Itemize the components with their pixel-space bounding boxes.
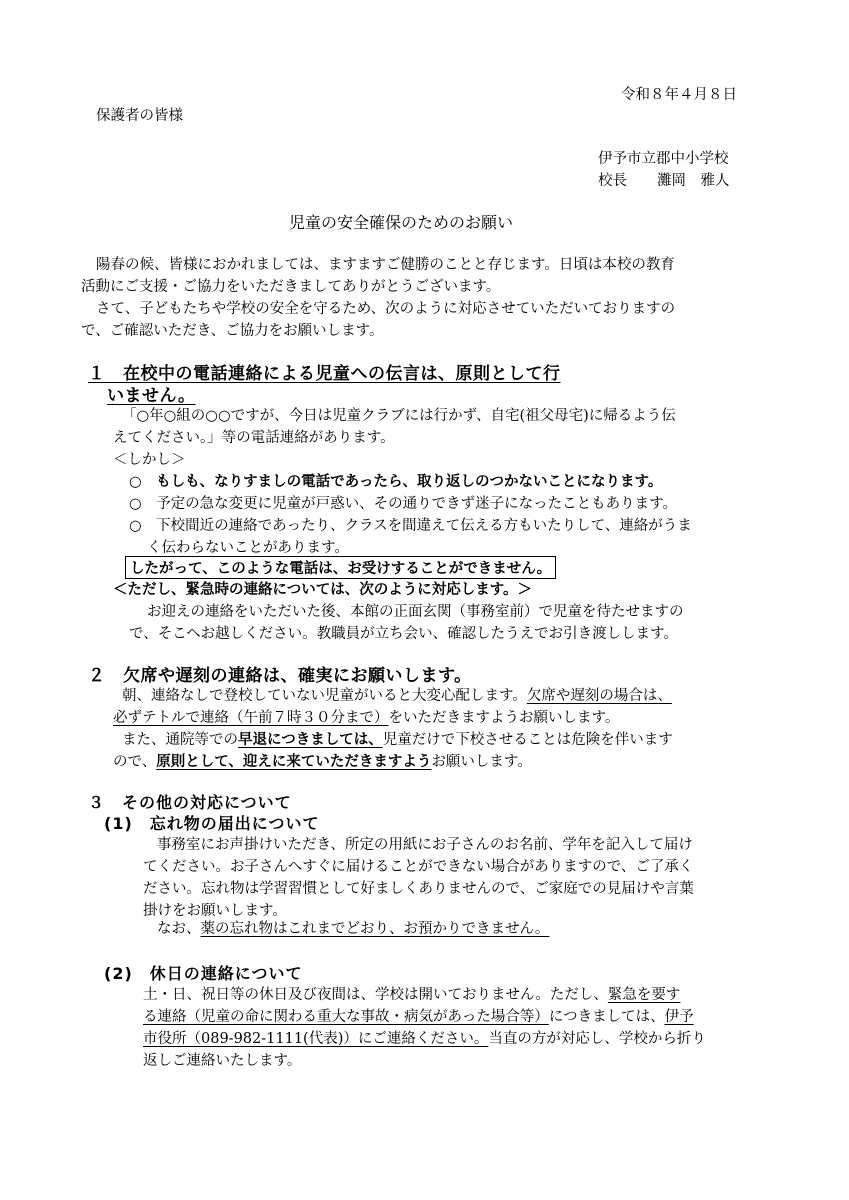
underlined-text: 緊急を要す	[607, 987, 681, 1003]
principal-title: 校長	[598, 173, 627, 189]
text-run: 朝、連絡なしで登校していない児童がいると大変心配します。	[122, 688, 527, 704]
section2-line	[113, 750, 532, 771]
text-run: お願いします。	[431, 754, 532, 770]
document-title: 児童の安全確保のためのお願い	[289, 213, 514, 232]
letter-date: 令和８年４月８日	[621, 87, 737, 103]
bold-underlined-text: 原則として、迎えに来ていただきますよう	[156, 753, 432, 770]
underlined-text: る連絡（児童の命に関わる重大な事故・病気があった場合等）	[143, 1009, 549, 1025]
subsection1-line: ださい。忘れ物は学習習慣として好ましくありませんので、ご家庭での見届けや言葉	[143, 881, 694, 897]
subsection1-line	[157, 917, 549, 938]
subsection1-line: てください。お子さんへすぐに届けることができない場合がありますので、ご了承く	[143, 859, 694, 875]
subsection2-line	[143, 1027, 706, 1048]
risk-point: ○ 下校間近の連絡であったり、クラスを間違えて伝える方もいたりして、連絡がうま	[129, 518, 692, 534]
section3-heading: ３ その他の対応について	[88, 793, 292, 812]
section1-heading-cont: いません。	[107, 386, 196, 406]
text-run: ので、	[113, 754, 157, 770]
section2-line	[122, 728, 673, 749]
underlined-text: 市役所（089-982-1111(代表)）にご連絡ください。	[143, 1031, 489, 1047]
however-label: ＜しかし＞	[113, 452, 186, 468]
recipient: 保護者の皆様	[96, 108, 183, 124]
subsection2-line	[143, 1005, 694, 1026]
bold-underlined-text: 早退につきましては、	[238, 731, 383, 748]
emergency-text: お迎えの連絡をいただいた後、本館の正面玄関（事務室前）で児童を待たせますの	[147, 604, 684, 620]
text-run: 児童だけで下校させることは危険を伴います	[382, 732, 673, 748]
section1-example: えてください。」等の電話連絡があります。	[113, 430, 395, 446]
subsection2-line: 返しご連絡いたします。	[143, 1053, 302, 1069]
principal-name: 灘岡 雅人	[657, 173, 730, 189]
text-run: 当直の方が対応し、学校から折り	[488, 1031, 706, 1047]
intro-line: 活動にご支援・ご協力をいただきましてありがとうございます。	[81, 279, 501, 295]
underlined-text: 必ずテトルで連絡（午前７時３０分まで）	[113, 710, 389, 726]
text-run: なお、	[157, 921, 201, 937]
text-run: また、通院等での	[122, 732, 238, 748]
underlined-text: 欠席や遅刻の場合は、	[526, 688, 672, 704]
subsection2-line	[143, 983, 680, 1004]
school-name: 伊予市立郡中小学校	[598, 151, 729, 167]
subsection2-heading: (2) 休日の連絡について	[104, 964, 303, 983]
emergency-text: で、そこへお越しください。教職員が立ち会い、確認したうえでお引き渡しします。	[129, 626, 678, 642]
risk-point-cont: く伝わらないことがあります。	[147, 540, 349, 556]
intro-line: で、ご確認いただき、ご協力をお願いします。	[81, 323, 384, 339]
underlined-text: 薬の忘れ物はこれまでどおり、お預かりできません。	[200, 921, 550, 937]
subsection1-heading: (1) 忘れ物の届出について	[104, 814, 320, 833]
section2-line	[113, 706, 619, 727]
emergency-heading: ＜ただし、緊急時の連絡については、次のように対応します。＞	[113, 581, 533, 598]
text-run: をいただきますようお願いします。	[388, 710, 620, 726]
section2-heading: ２ 欠席や遅刻の連絡は、確実にお願いします。	[88, 666, 472, 686]
text-run: につきましては、	[548, 1009, 665, 1025]
subsection1-line: 事務室にお声掛けいただき、所定の用紙にお子さんのお名前、学年を記入して届け	[157, 837, 693, 853]
section1-heading: １ 在校中の電話連絡による児童への伝言は、原則として行	[88, 364, 561, 384]
conclusion-box: したがって、このような電話は、お受けすることができません。	[125, 556, 556, 579]
principal	[598, 169, 730, 190]
intro-line: さて、子どもたちや学校の安全を守るため、次のように対応させていただいておりますの	[96, 301, 676, 317]
subsection1-line: 掛けをお願いします。	[143, 903, 287, 919]
section1-example: 「○年○組の○○ですが、今日は児童クラブには行かず、自宅(祖父母宅)に帰るよう伝	[122, 408, 676, 424]
risk-point: ○ もしも、なりすましの電話であったら、取り返しのつかないことになります。	[129, 473, 663, 490]
intro-line: 陽春の候、皆様におかれましては、ますますご健勝のことと存じます。日頃は本校の教育	[96, 257, 675, 273]
text-run: 土・日、祝日等の休日及び夜間は、学校は開いておりません。ただし、	[143, 987, 608, 1003]
risk-point: ○ 予定の急な変更に児童が戸惑い、その通りできず迷子になったこともあります。	[129, 496, 677, 512]
section2-line	[122, 684, 672, 705]
underlined-text: 伊予	[664, 1009, 694, 1025]
